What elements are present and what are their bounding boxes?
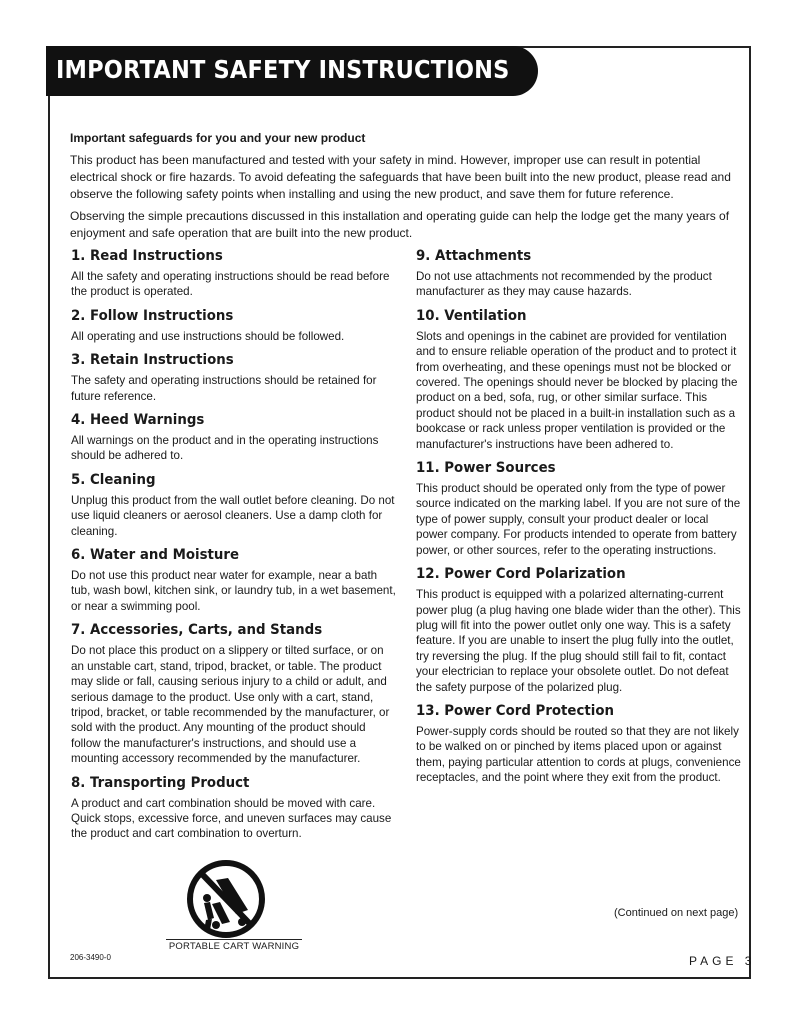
section-title: 3. Retain Instructions (71, 352, 234, 369)
section-attachments (416, 246, 741, 300)
continued-note: (Continued on next page) (614, 907, 739, 919)
section-title: 11. Power Sources (416, 460, 556, 477)
portable-cart-warning-icon (182, 858, 270, 940)
section-title: 8. Transporting Product (71, 774, 250, 791)
section-body: Do not use this product near water for example, near a bath tub, wash bowl, kitchen sink, or laundry tub, in a wet basement, or near a swimming pool. (71, 569, 396, 613)
section-water-and-moisture (71, 545, 396, 614)
section-body: The safety and operating instructions should be retained for future reference. (71, 374, 377, 403)
section-title: 7. Accessories, Carts, and Stands (71, 622, 323, 639)
section-power-cord-protection (416, 701, 741, 786)
section-retain-instructions (71, 350, 396, 404)
section-title: 9. Attachments (416, 248, 532, 264)
section-body: Do not place this product on a slippery or tilted surface, or on an unstable cart, stand, tripod, bracket, or table. The product may slide or fall, causing serious injury to a child or adult, and serious damage to the product. Use only with a cart, stand, tripod, bracket, or table recommended by the manufacturer, or sold with the product. Any mounting of the product should follow the manufacturer's instructions, and should use a mounting accessory recommended by the manufacturer. (71, 644, 390, 766)
intro-paragraph-2: Observing the simple precautions discussed in this installation and operating guide can help the lodge get the many years of enjoyment and safe operation that are built into the new product. (70, 209, 730, 240)
intro-heading: Important safeguards for you and your new product (70, 131, 366, 145)
section-cleaning (71, 470, 396, 539)
section-power-cord-polarization (416, 564, 741, 695)
section-title: 6. Water and Moisture (71, 547, 240, 564)
page-title: IMPORTANT SAFETY INSTRUCTIONS (56, 55, 510, 84)
section-heed-warnings (71, 410, 396, 464)
section-body: This product is equipped with a polarized alternating-current power plug (a plug having one blade wider than the other). This plug will fit into the power outlet only one way. This is a safety feature. If you are unable to insert the plug fully into the outlet, try reversing the plug. If the plug should still fail to fit, contact your electrician to replace your obsolete outlet. Do not defeat the safety purpose of the polarized plug. (416, 588, 741, 694)
section-title: 12. Power Cord Polarization (416, 566, 626, 583)
section-body: All operating and use instructions should be followed. (71, 329, 345, 343)
section-body: Unplug this product from the wall outlet before cleaning. Do not use liquid cleaners or aerosol cleaners. Use a damp cloth for cleaning. (71, 493, 395, 538)
section-body: Slots and openings in the cabinet are provided for ventilation and to ensure reliable operation of the product and to protect it from overheating, and these openings must not be blocked or covered. The openings should never be blocked by placing the product on a bed, sofa, rug, or other similar surface. This product should not be placed in a built-in installation such as a bookcase or rack unless proper ventilation is provided or the manufacturer's instructions have been adhered to. (416, 329, 738, 451)
section-title: 4. Heed Warnings (71, 412, 205, 429)
intro-paragraph-1: This product has been manufactured and tested with your safety in mind. However, improper use can result in potential electrical shock or fire hazards. To avoid defeating the safeguards that have been built into the new product, please read and observe the following safety points when installing and using the new product, and save them for future reference. (70, 153, 731, 201)
section-body: All warnings on the product and in the operating instructions should be adhered to. (71, 434, 379, 463)
section-body: This product should be operated only from the type of power source indicated on the marking label. If you are not sure of the type of power supply, consult your product dealer or local power company. For products intended to operate from battery power, or other sources, refer to the operating instructions. (416, 482, 741, 557)
right-column (416, 246, 741, 792)
section-ventilation (416, 306, 741, 452)
section-body: Do not use attachments not recommended by the product manufacturer as they may cause hazards. (416, 270, 712, 299)
intro-block (70, 130, 735, 247)
section-body: Power-supply cords should be routed so that they are not likely to be walked on or pinched by items placed upon or against them, paying particular attention to cords at plugs, convenience receptacles, and the point where they exit from the product. (416, 724, 741, 785)
page-number: PAGE 3 (689, 954, 756, 968)
section-accessories-carts-stands (71, 620, 396, 766)
section-transporting-product (71, 773, 396, 842)
section-title: 2. Follow Instructions (71, 307, 234, 324)
document-code: 206-3490-0 (70, 953, 111, 962)
section-body: A product and cart combination should be moved with care. Quick stops, excessive force, and uneven surfaces may cause the product and cart combination to overturn. (71, 796, 392, 841)
section-title: 1. Read Instructions (71, 248, 223, 264)
section-read-instructions (71, 246, 396, 300)
section-title: 10. Ventilation (416, 307, 527, 324)
section-follow-instructions (71, 306, 396, 344)
section-body: All the safety and operating instructions should be read before the product is operated. (71, 270, 390, 299)
section-title: 13. Power Cord Protection (416, 702, 615, 719)
left-column (71, 246, 396, 848)
section-power-sources (416, 458, 741, 558)
figure-caption: PORTABLE CART WARNING (166, 939, 302, 952)
section-title: 5. Cleaning (71, 471, 156, 488)
